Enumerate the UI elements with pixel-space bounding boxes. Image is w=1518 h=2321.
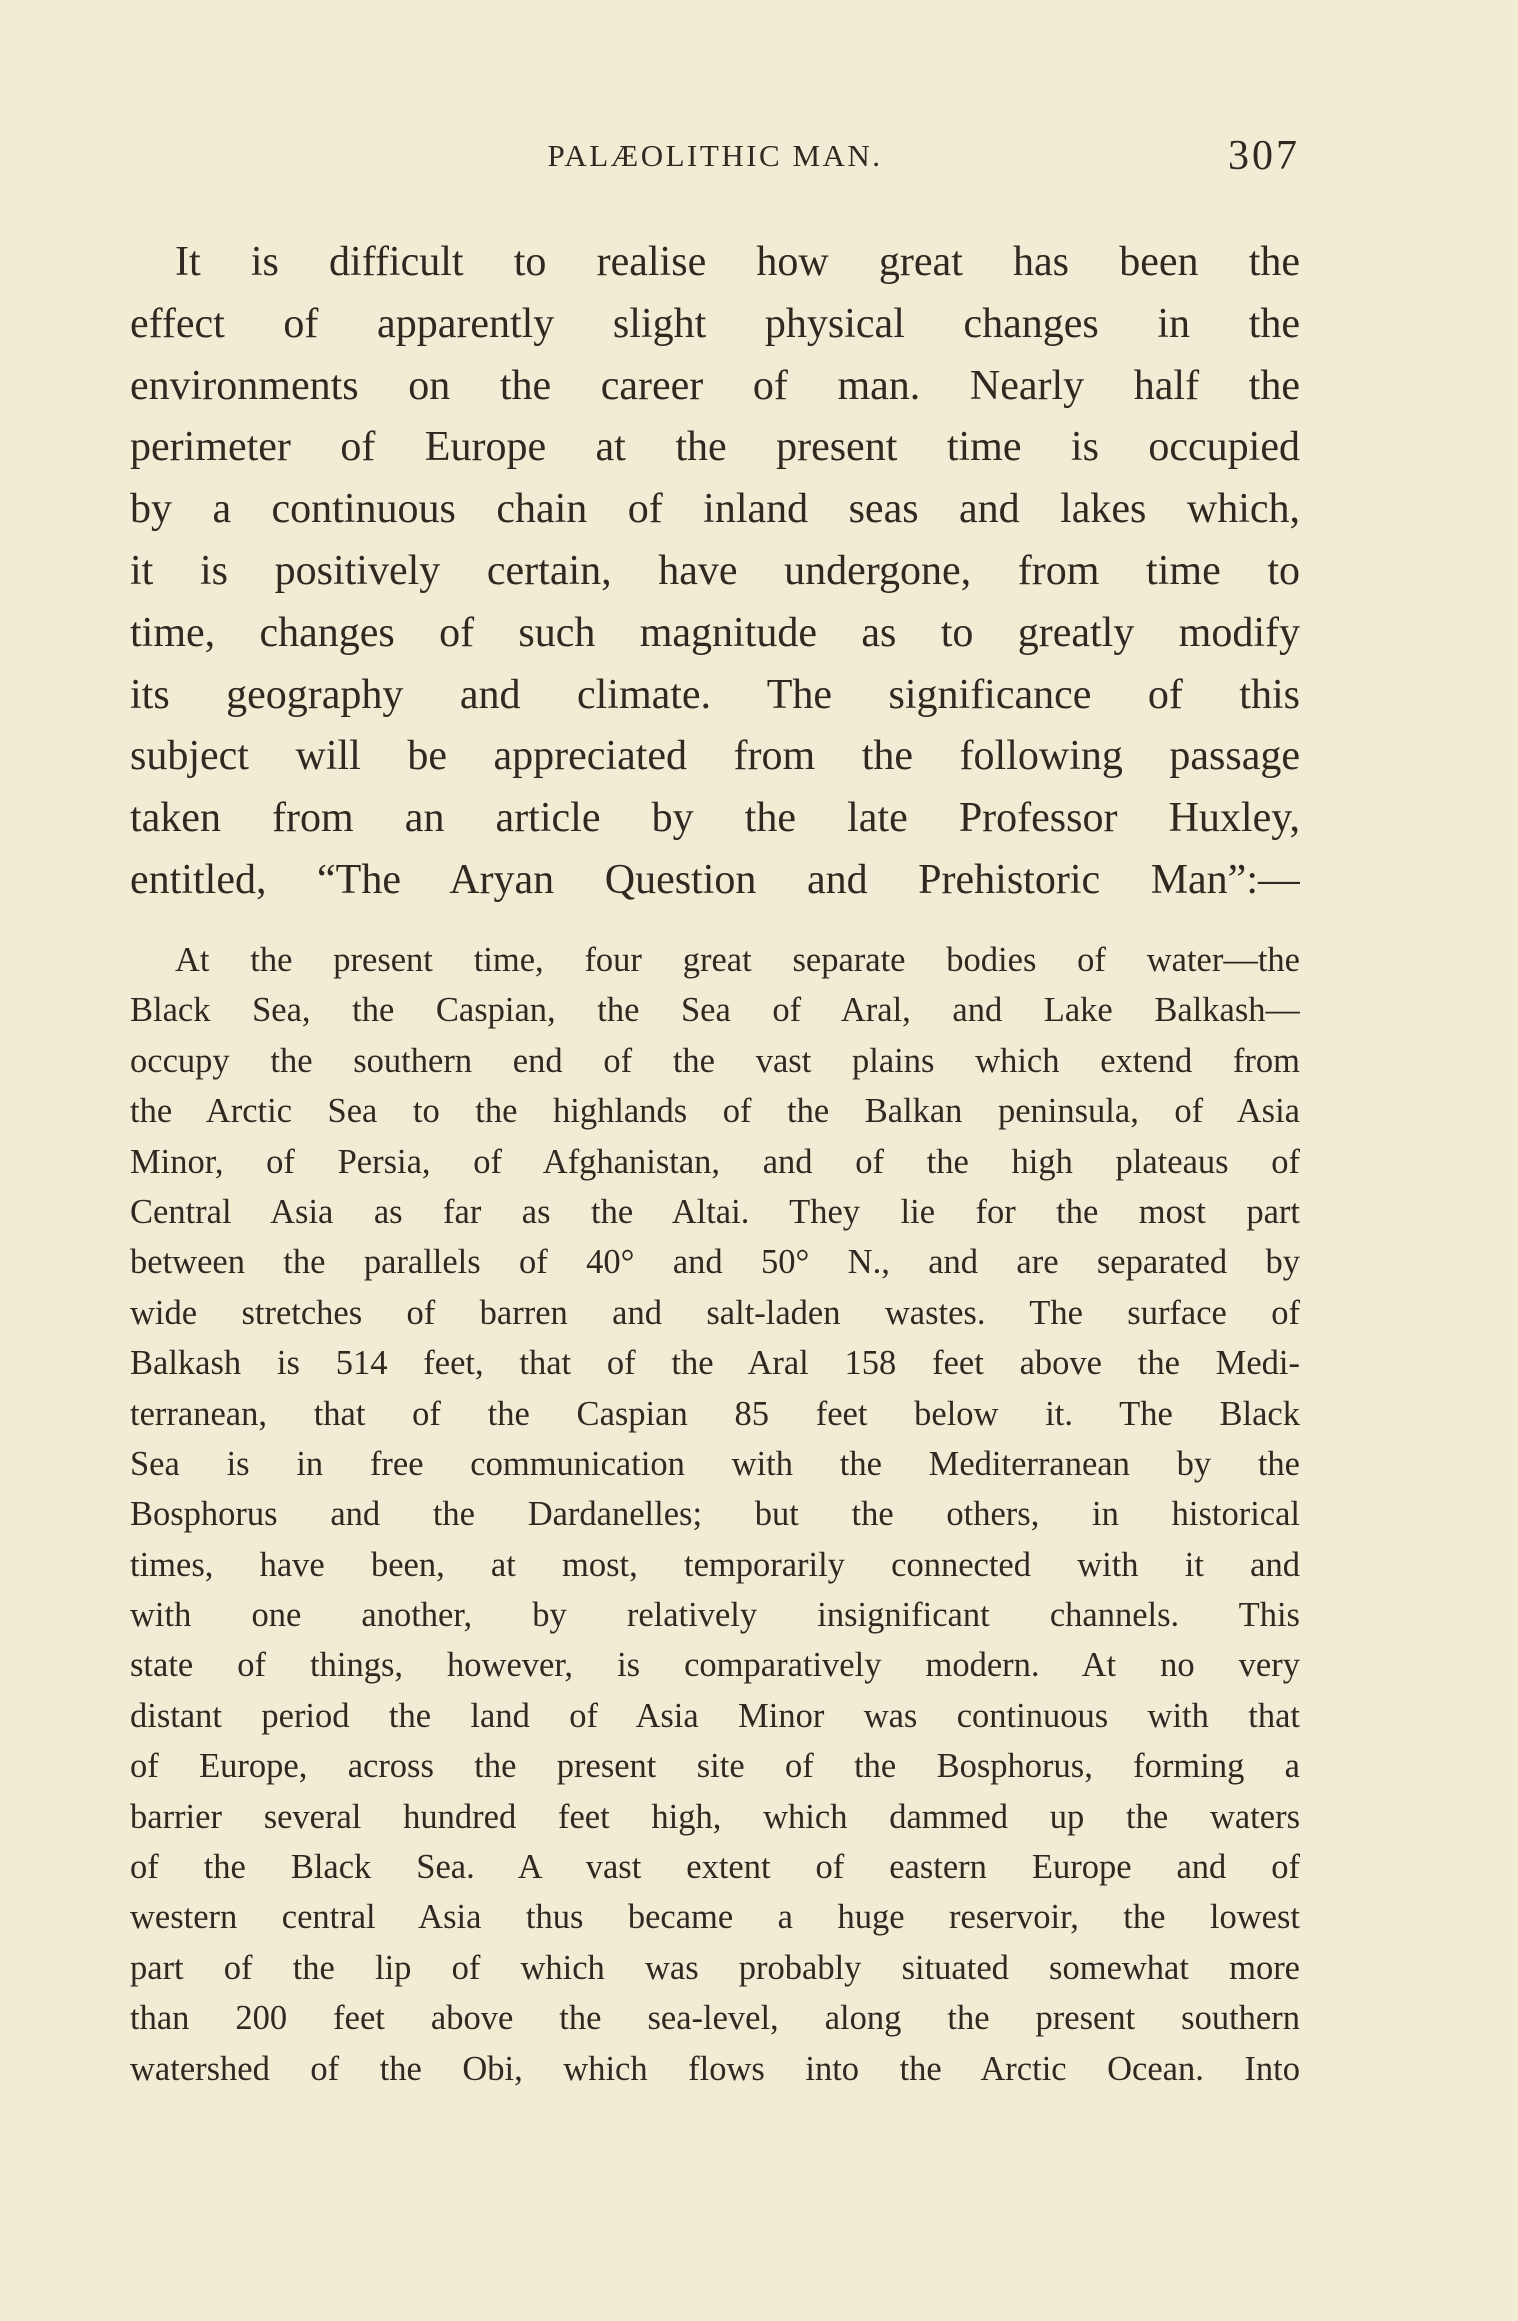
quote-line: of Europe, across the present site of the Bosphorus, forming a <box>130 1747 1300 1786</box>
quote-line: occupy the southern end of the vast plains which extend from <box>130 1041 1300 1080</box>
quote-line: At the present time, four great separate bodies of water—the <box>175 941 1300 979</box>
quote-line: watershed of the Obi, which flows into the Arctic Ocean. Into <box>130 2049 1300 2088</box>
text-line: environments on the career of man. Nearly half the <box>130 362 1300 409</box>
text-line: time, changes of such magnitude as to greatly modify <box>130 609 1300 656</box>
quote-line: Minor, of Persia, of Afghanistan, and of the high plateaus of <box>130 1142 1300 1181</box>
quote-line: times, have been, at most, temporarily connected with it and <box>130 1545 1300 1584</box>
quote-line: of the Black Sea. A vast extent of eastern Europe and of <box>130 1848 1300 1887</box>
text-line: it is positively certain, have undergone, from time to <box>130 547 1300 594</box>
quote-line: part of the lip of which was probably situated somewhat more <box>130 1948 1300 1987</box>
running-title: PALÆOLITHIC MAN. <box>547 138 883 173</box>
text-line: by a continuous chain of inland seas and lakes which, <box>130 486 1300 533</box>
quote-line: between the parallels of 40° and 50° N., and are separated by <box>130 1243 1300 1282</box>
quote-line: Balkash is 514 feet, that of the Aral 158 feet above the Medi- <box>130 1344 1300 1383</box>
quote-line: terranean, that of the Caspian 85 feet below it. The Black <box>130 1394 1300 1433</box>
quote-line: Black Sea, the Caspian, the Sea of Aral, and Lake Balkash— <box>130 991 1300 1030</box>
text-line: taken from an article by the late Professor Huxley, <box>130 795 1300 842</box>
quote-line: wide stretches of barren and salt-laden wastes. The surface of <box>130 1293 1300 1332</box>
quote-line: state of things, however, is comparatively modern. At no very <box>130 1646 1300 1685</box>
quote-line: the Arctic Sea to the highlands of the Balkan peninsula, of Asia <box>130 1092 1300 1131</box>
quote-line: with one another, by relatively insignificant channels. This <box>130 1596 1300 1635</box>
text-line: effect of apparently slight physical changes in the <box>130 300 1300 347</box>
text-line: perimeter of Europe at the present time is occupied <box>130 424 1300 471</box>
main-paragraph <box>130 232 1300 912</box>
text-line: subject will be appreciated from the following passage <box>130 733 1300 780</box>
text-line: its geography and climate. The significance of this <box>130 671 1300 718</box>
quote-line: than 200 feet above the sea-level, along the present southern <box>130 1999 1300 2038</box>
quote-line: barrier several hundred feet high, which dammed up the waters <box>130 1797 1300 1836</box>
quote-line: Central Asia as far as the Altai. They lie for the most part <box>130 1192 1300 1231</box>
quote-line: Bosphorus and the Dardanelles; but the others, in historical <box>130 1495 1300 1534</box>
quote-line: western central Asia thus became a huge reservoir, the lowest <box>130 1898 1300 1937</box>
text-line: It is difficult to realise how great has been the <box>175 239 1300 285</box>
page-number: 307 <box>1228 133 1300 179</box>
quote-line: Sea is in free communication with the Mediterranean by the <box>130 1444 1300 1483</box>
page-header <box>130 133 1300 188</box>
block-quotation <box>130 935 1300 2094</box>
text-line: entitled, “The Aryan Question and Prehistoric Man”:— <box>130 856 1300 903</box>
quote-line: distant period the land of Asia Minor was continuous with that <box>130 1696 1300 1735</box>
